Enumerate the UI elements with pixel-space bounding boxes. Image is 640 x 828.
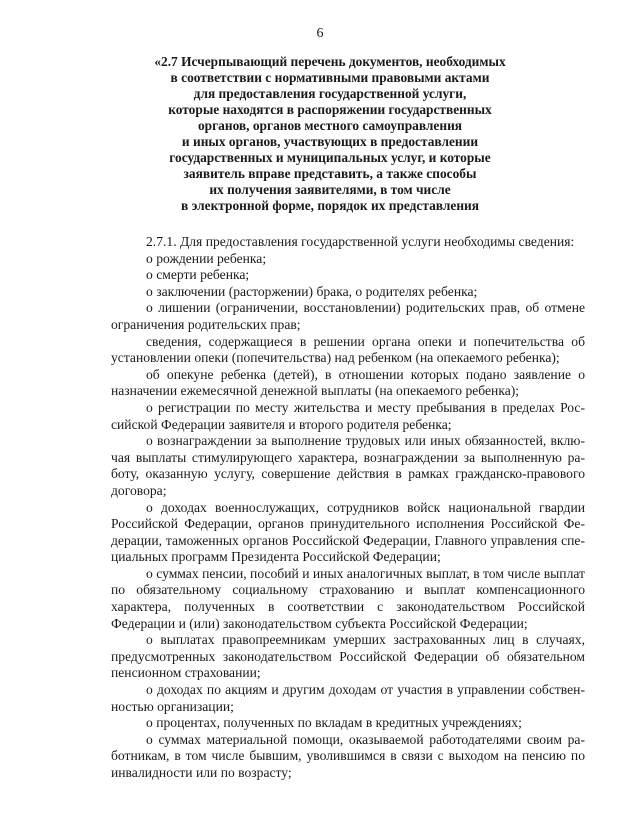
list-item: об опекуне ребенка (детей), в отношении которых подано заявление о назначении ежемесячной денежной выплаты (на опекаемого ребенка); [111, 366, 585, 399]
list-item: о суммах пенсии, пособий и иных аналогичных выплат, в том числе выплат по обязательному социальному страхованию и выплат компенсационного характера, полученных в соответствии с законодательством Российской Федерации и (или) законодательством субъекта Российской Федерации; [111, 565, 585, 631]
section-heading [110, 54, 550, 214]
paragraph-intro: 2.7.1. Для предоставления государственной услуги необходимы сведения: [146, 234, 575, 249]
heading-line: в электронной форме, порядок их представления [181, 198, 479, 213]
list-item: о смерти ребенка; [146, 267, 250, 283]
list-item: о заключении (расторжении) брака, о родителях ребенка; [146, 283, 478, 299]
heading-line: их получения заявителями, в том числе [209, 182, 451, 197]
list-item: о вознаграждении за выполнение трудовых или иных обязанностей, включая выплаты стимулирующего характера, вознаграждении за выполненную работу, оказанную услугу, совершение действия в рамках гражданско-правового договора; [111, 433, 585, 498]
body-text [111, 234, 585, 782]
heading-line: в соответствии с нормативными правовыми актами [170, 70, 490, 85]
heading-line: для предоставления государственной услуги, [193, 86, 467, 101]
list-item: о процентах, полученных по вкладам в кредитных учреждениях; [146, 715, 522, 731]
heading-line: «2.7 Исчерпывающий перечень документов, необходимых [154, 54, 506, 69]
list-item: о доходах по акциям и другим доходам от участия в управлении собственностью организации; [111, 682, 585, 714]
list-item: о доходах военнослужащих, сотрудников войск национальной гвардии Российской Федерации, органов принудительного исполнения Российской Федерации, таможенных органов Российской Федерации, Главного управления специальных программ Президента Российской Федерации; [111, 499, 585, 565]
heading-line: заявитель вправе представить, а также способы [183, 166, 477, 181]
list-item: о лишении (ограничении, восстановлении) родительских прав, об отмене ограничения родительских прав; [111, 300, 585, 332]
heading-line: государственных и муниципальных услуг, и которые [169, 150, 491, 165]
list-item: сведения, содержащиеся в решении органа опеки и попечительства об установлении опеки (попечительства) над ребенком (на опекаемого ребенка); [111, 333, 585, 366]
list-item: о рождении ребенка; [146, 250, 267, 266]
heading-line: которые находятся в распоряжении государственных [168, 102, 492, 117]
heading-line: органов, органов местного самоуправления [197, 118, 463, 133]
list-item: о суммах материальной помощи, оказываемой работодателями своим работникам, в том числе бывшим, уволившимся в связи с выходом на пенсию по инвалидности или по возрасту; [111, 731, 585, 780]
page-number: 6 [316, 26, 324, 41]
heading-line: и иных органов, участвующих в предоставлении [181, 134, 479, 149]
list-item: о выплатах правопреемникам умерших застрахованных лиц в случаях, предусмотренных законодательством Российской Федерации об обязательном пенсионном страховании; [111, 632, 585, 681]
list-item: о регистрации по месту жительства и месту пребывания в пределах Российской Федерации заявителя и второго родителя ребенка; [111, 399, 585, 432]
